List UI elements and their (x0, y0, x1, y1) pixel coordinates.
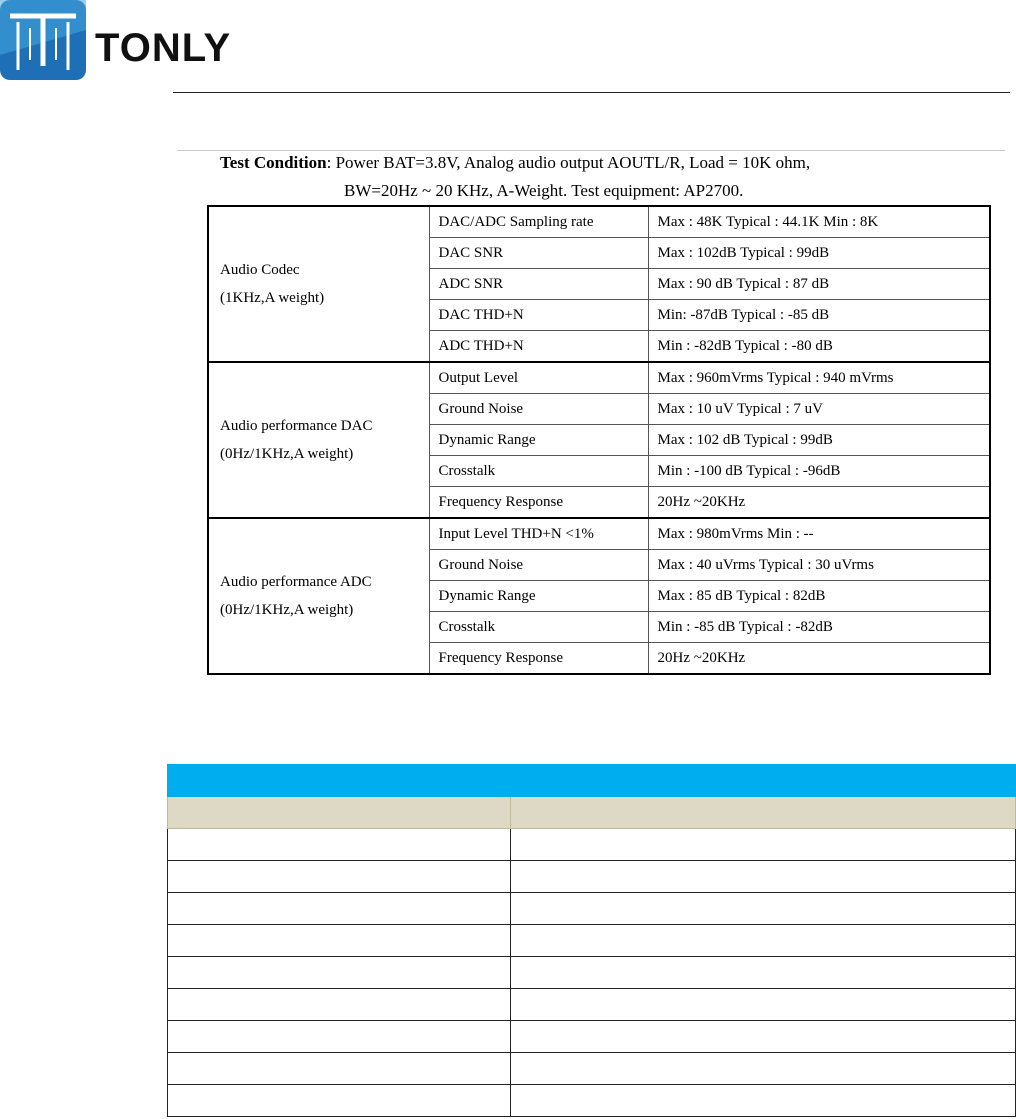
table-cell (511, 989, 1016, 1021)
table-cell (168, 893, 511, 925)
subheader-cell (511, 797, 1016, 829)
value-cell: 20Hz ~20KHz (648, 487, 990, 519)
param-cell: DAC/ADC Sampling rate (429, 206, 648, 238)
value-cell: Max : 102dB Typical : 99dB (648, 238, 990, 269)
param-cell: Frequency Response (429, 487, 648, 519)
param-cell: ADC SNR (429, 269, 648, 300)
group-name: Audio Codec (220, 262, 300, 278)
value-cell: Min : -82dB Typical : -80 dB (648, 331, 990, 363)
param-cell: DAC THD+N (429, 300, 648, 331)
table-row (168, 893, 1016, 925)
value-cell: Max : 960mVrms Typical : 940 mVrms (648, 362, 990, 394)
table-row (168, 829, 1016, 861)
param-cell: Input Level THD+N <1% (429, 518, 648, 550)
value-cell: Max : 90 dB Typical : 87 dB (648, 269, 990, 300)
table-cell (511, 925, 1016, 957)
tonly-logo-icon (0, 0, 86, 80)
value-cell: Min : -85 dB Typical : -82dB (648, 612, 990, 643)
param-cell: DAC SNR (429, 238, 648, 269)
table-cell (168, 989, 511, 1021)
table-cell (168, 829, 511, 861)
value-cell: Max : 48K Typical : 44.1K Min : 8K (648, 206, 990, 238)
table-cell (511, 1021, 1016, 1053)
brand-name: TONLY (95, 26, 232, 70)
value-cell: Max : 40 uVrms Typical : 30 uVrms (648, 550, 990, 581)
table-row (168, 925, 1016, 957)
value-cell: Max : 10 uV Typical : 7 uV (648, 394, 990, 425)
table-cell (511, 1053, 1016, 1085)
group-cell (208, 518, 429, 674)
table-cell (511, 861, 1016, 893)
group-name: Audio performance DAC (220, 418, 373, 434)
table-cell (168, 1021, 511, 1053)
group-sub: (0Hz/1KHz,A weight) (220, 446, 354, 462)
table-header-row (168, 765, 1016, 797)
group-cell (208, 206, 429, 362)
value-cell: Min: -87dB Typical : -85 dB (648, 300, 990, 331)
table-row (168, 957, 1016, 989)
test-condition-text: : Power BAT=3.8V, Analog audio output AOUTL/R, Load = 10K ohm, (326, 153, 811, 172)
table-cell (168, 1085, 511, 1117)
table-cell (511, 957, 1016, 989)
group-sub: (1KHz,A weight) (220, 290, 325, 306)
param-cell: Crosstalk (429, 612, 648, 643)
value-cell: Max : 102 dB Typical : 99dB (648, 425, 990, 456)
value-cell: Max : 980mVrms Min : -- (648, 518, 990, 550)
param-cell: Ground Noise (429, 550, 648, 581)
test-condition-line2: BW=20Hz ~ 20 KHz, A-Weight. Test equipment: AP2700. (344, 181, 744, 200)
empty-spec-table (167, 764, 1016, 1117)
value-cell: Min : -100 dB Typical : -96dB (648, 456, 990, 487)
param-cell: Output Level (429, 362, 648, 394)
param-cell: Crosstalk (429, 456, 648, 487)
figure-top-border (177, 150, 1005, 151)
test-condition-line1 (220, 152, 810, 174)
value-cell: Max : 85 dB Typical : 82dB (648, 581, 990, 612)
param-cell: ADC THD+N (429, 331, 648, 363)
group-name: Audio performance ADC (220, 574, 372, 590)
param-cell: Frequency Response (429, 643, 648, 675)
header-divider (173, 92, 1010, 93)
subheader-cell (168, 797, 511, 829)
table-subheader-row (168, 797, 1016, 829)
header-cell (511, 765, 1016, 797)
param-cell: Ground Noise (429, 394, 648, 425)
table-row (168, 989, 1016, 1021)
audio-spec-table (207, 205, 991, 675)
table-cell (168, 957, 511, 989)
param-cell: Dynamic Range (429, 581, 648, 612)
table-cell (168, 861, 511, 893)
table-cell (168, 1053, 511, 1085)
group-cell (208, 362, 429, 518)
table-row (168, 1085, 1016, 1117)
value-cell: 20Hz ~20KHz (648, 643, 990, 675)
table-row (168, 861, 1016, 893)
table-row (168, 1021, 1016, 1053)
table-cell (168, 925, 511, 957)
group-sub: (0Hz/1KHz,A weight) (220, 602, 354, 618)
table-row (168, 1053, 1016, 1085)
table-cell (511, 829, 1016, 861)
test-condition-label: Test Condition (220, 153, 327, 172)
param-cell: Dynamic Range (429, 425, 648, 456)
header-cell (168, 765, 511, 797)
table-cell (511, 893, 1016, 925)
table-cell (511, 1085, 1016, 1117)
